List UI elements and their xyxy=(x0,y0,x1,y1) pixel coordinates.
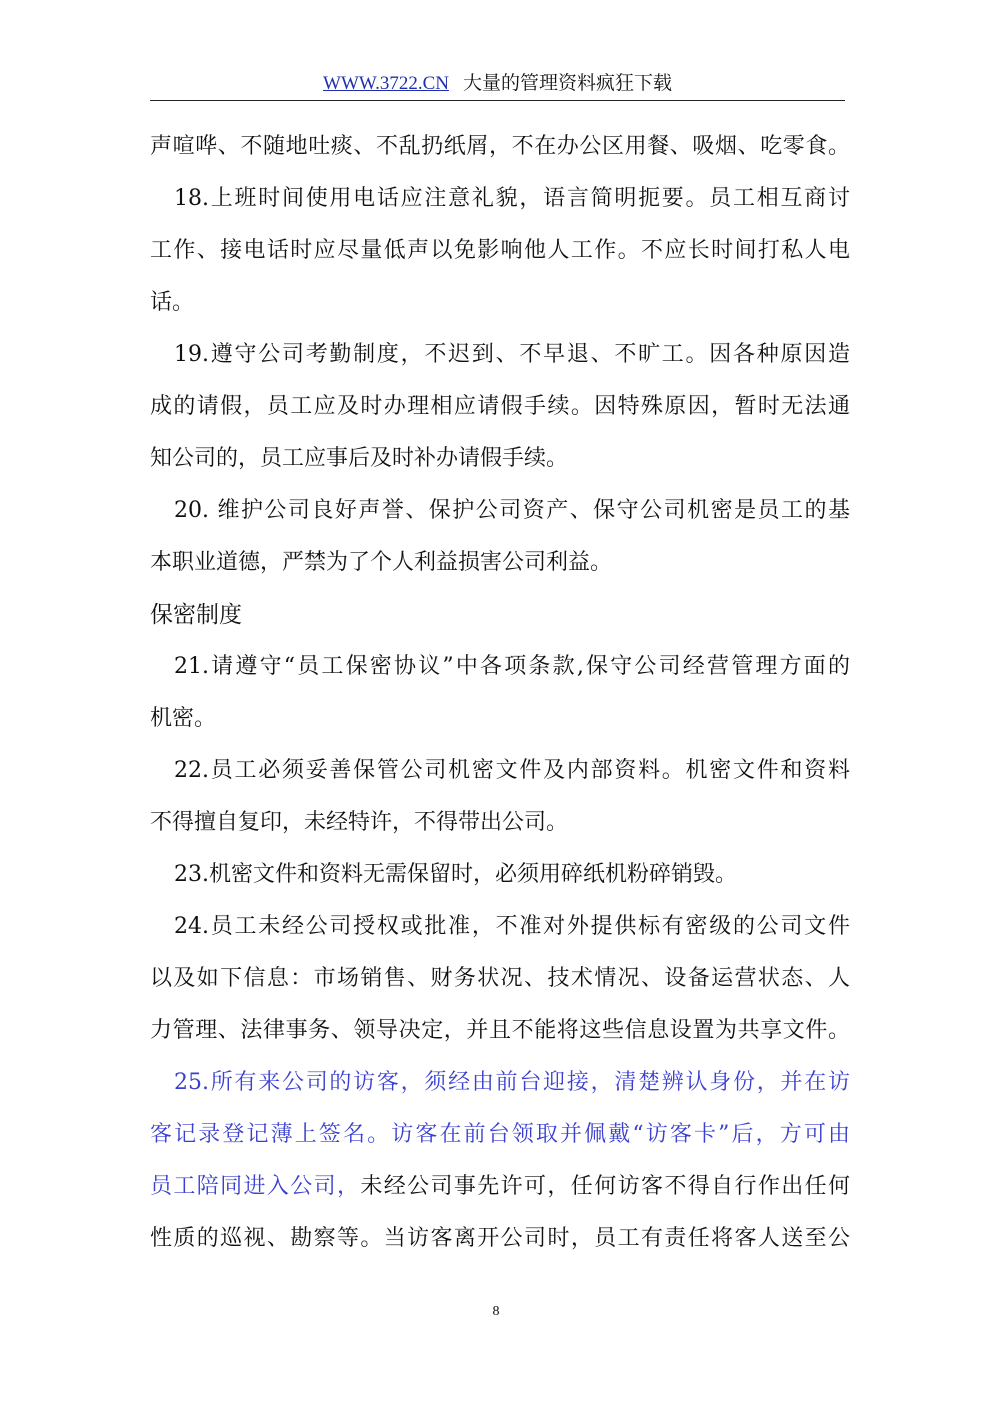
paragraph-25-line-4: 性质的巡视、勘察等。当访客离开公司时，员工有责任将客人送至公 xyxy=(150,1226,850,1251)
paragraph-21-line-1: 21.请遵守“员工保密协议”中各项条款,保守公司经营管理方面的 xyxy=(174,654,850,679)
site-link[interactable]: WWW.3722.CN xyxy=(323,73,449,94)
paragraph-24-line-2: 以及如下信息：市场销售、财务状况、技术情况、设备运营状态、人 xyxy=(150,966,850,991)
document-body xyxy=(150,121,850,1265)
page-number: 8 xyxy=(492,1304,500,1319)
paragraph-22-line-1: 22.员工必须妥善保管公司机密文件及内部资料。机密文件和资料 xyxy=(174,758,850,783)
paragraph-25-line-3-highlight: 员工陪同进入公司， xyxy=(150,1174,361,1199)
paragraph-18-line-2: 工作、接电话时应尽量低声以免影响他人工作。不应长时间打私人电 xyxy=(150,238,850,263)
paragraph-19-line-1: 19.遵守公司考勤制度，不迟到、不早退、不旷工。因各种原因造 xyxy=(174,342,850,367)
paragraph-18-line-3: 话。 xyxy=(150,290,195,315)
paragraph-20-line-1: 20. 维护公司良好声誉、保护公司资产、保守公司机密是员工的基 xyxy=(174,498,850,523)
header-slogan: 大量的管理资料疯狂下载 xyxy=(462,72,672,94)
paragraph-24-line-1: 24.员工未经公司授权或批准，不准对外提供标有密级的公司文件 xyxy=(174,914,850,939)
paragraph-17-continuation: 声喧哗、不随地吐痰、不乱扔纸屑，不在办公区用餐、吸烟、吃零食。 xyxy=(150,134,850,159)
paragraph-25-line-3-rest: 未经公司事先许可，任何访客不得自行作出任何 xyxy=(360,1174,850,1199)
paragraph-23-line-1: 23.机密文件和资料无需保留时，必须用碎纸机粉碎销毁。 xyxy=(174,862,737,887)
paragraph-19-line-2: 成的请假，员工应及时办理相应请假手续。因特殊原因，暂时无法通 xyxy=(150,394,850,419)
paragraph-25-line-1: 25.所有来公司的访客，须经由前台迎接，清楚辨认身份，并在访 xyxy=(174,1070,850,1095)
paragraph-24-line-3: 力管理、法律事务、领导决定，并且不能将这些信息设置为共享文件。 xyxy=(150,1018,850,1043)
paragraph-25-line-3 xyxy=(150,1161,850,1213)
paragraph-18-line-1: 18.上班时间使用电话应注意礼貌，语言简明扼要。员工相互商讨 xyxy=(174,186,850,211)
page-header xyxy=(150,70,845,101)
paragraph-19-line-3: 知公司的，员工应事后及时补办请假手续。 xyxy=(150,446,569,471)
paragraph-25-line-2: 客记录登记薄上签名。访客在前台领取并佩戴“访客卡”后，方可由 xyxy=(150,1122,850,1147)
paragraph-21-line-2: 机密。 xyxy=(150,706,217,731)
paragraph-20-line-2: 本职业道德，严禁为了个人利益损害公司利益。 xyxy=(150,550,613,575)
section-title: 保密制度 xyxy=(150,602,242,628)
paragraph-22-line-2: 不得擅自复印，未经特许，不得带出公司。 xyxy=(150,810,569,835)
